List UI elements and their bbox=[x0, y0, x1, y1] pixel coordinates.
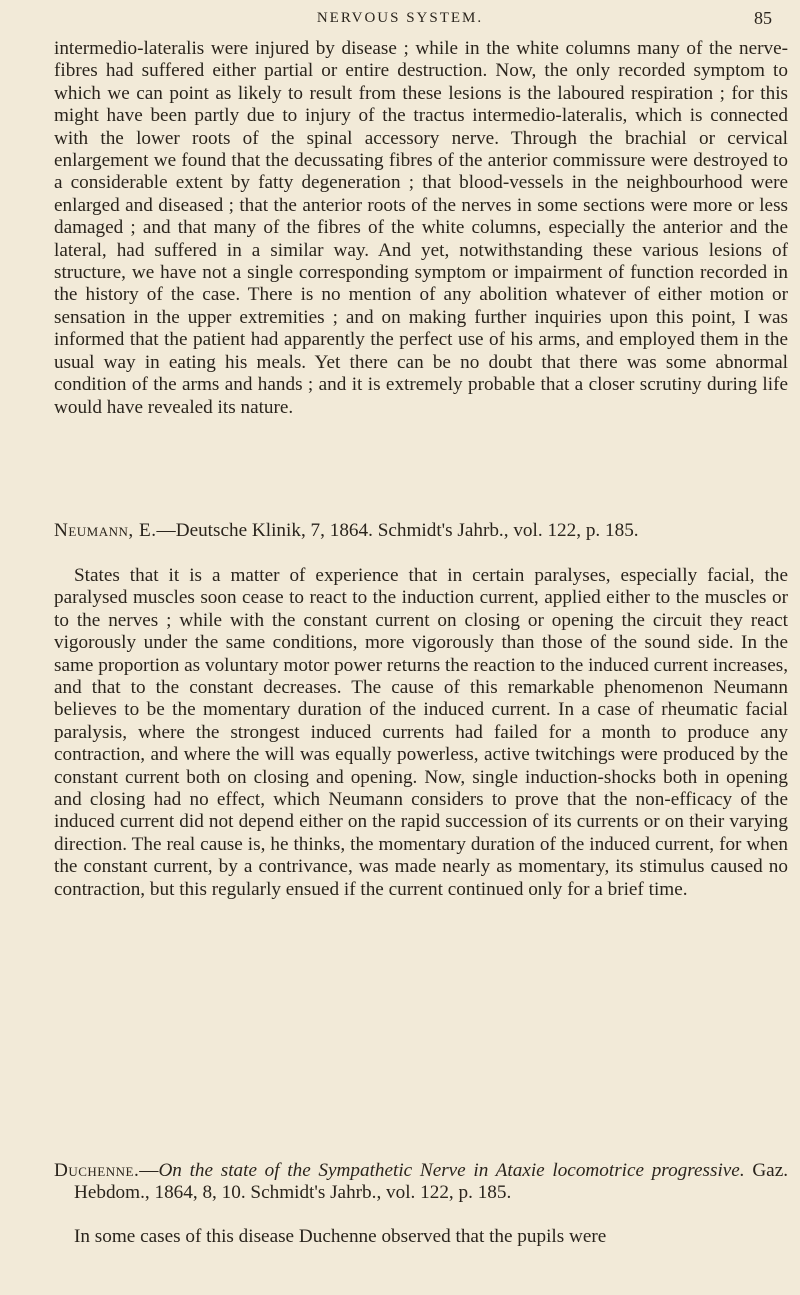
paragraph-neumann-summary: States that it is a matter of experience that in certain paralyses, especially facial, the paralysed muscles soon cease to react to the induction current, applied either to the muscles or to the nerves ; while with the constant current on closing or opening the circuit they react vigorously under the same conditions, more vigorously than those of the sound side. In the same proportion as voluntary motor power returns the reaction to the induced current increases, and that to the constant decreases. The cause of this remarkable phenomenon Neumann believes to be the momentary duration of the induced current. In a case of rheumatic facial paralysis, where the strongest induced currents had failed for a month to produce any contraction, and where the will was equally powerless, active twitchings were produced by the constant current both on closing and opening. Now, single induction-shocks both in opening and closing had no effect, which Neumann considers to prove that the non-efficacy of the induced current did not depend either on the rapid succession of its currents or on their varying direction. The real cause is, he thinks, the momentary duration of the induced current, for when the constant current, by a contrivance, was made nearly as momentary, its stimulus caused no contraction, but this regularly ensued if the current continued only for a brief time. bbox=[54, 565, 788, 900]
paragraph-continued: intermedio-lateralis were injured by disease ; while in the white columns many of the nerve-fibres had suffered either partial or entire destruction. Now, the only recorded symptom to which we can point as likely to result from these lesions is the laboured respiration ; for this might have been partly due to injury of the tractus intermedio-lateralis, which is connected with the lower roots of the spinal accessory nerve. Through the brachial or cervical enlargement we found that the decussating fibres of the anterior commissure were destroyed to a considerable extent by fatty degeneration ; that blood-vessels in the neighbourhood were enlarged and diseased ; that the anterior roots of the nerves in some sections were more or less damaged ; and that many of the fibres of the white columns, especially the anterior and the lateral, had suffered in a similar way. And yet, notwithstanding these various lesions of structure, we have not a single corresponding symptom or impairment of function recorded in the history of the case. There is no mention of any abolition whatever of either motion or sensation in the upper extremities ; and on making further inquiries upon this point, I was informed that the patient had apparently the perfect use of his arms, and employed them in the usual way in eating his meals. Yet there can be no doubt that there was some abnormal condition of the arms and hands ; and it is extremely probable that a closer scrutiny during life would have revealed its nature. bbox=[54, 38, 788, 418]
running-head: NERVOUS SYSTEM. bbox=[316, 10, 484, 26]
reference-dash: — bbox=[139, 1160, 159, 1181]
page-header bbox=[0, 8, 800, 34]
reference-author: Neumann, E. bbox=[54, 520, 157, 541]
paragraph-duchenne-summary: In some cases of this disease Duchenne observed that the pupils were bbox=[74, 1226, 607, 1247]
reference-title: On the state of the Sympathetic Nerve in Ataxie locomotrice progressive. bbox=[158, 1160, 745, 1181]
reference-neumann bbox=[54, 520, 788, 542]
reference-author: Duchenne. bbox=[54, 1160, 140, 1181]
page-number: 85 bbox=[754, 8, 772, 28]
reference-details: Gaz. Hebdom., 1864, 8, 10. Schmidt's Jahrb., vol. 122, p. 185. bbox=[74, 1160, 789, 1204]
reference-duchenne bbox=[54, 1160, 788, 1205]
reference-details: —Deutsche Klinik, 7, 1864. Schmidt's Jahrb., vol. 122, p. 185. bbox=[156, 520, 639, 541]
